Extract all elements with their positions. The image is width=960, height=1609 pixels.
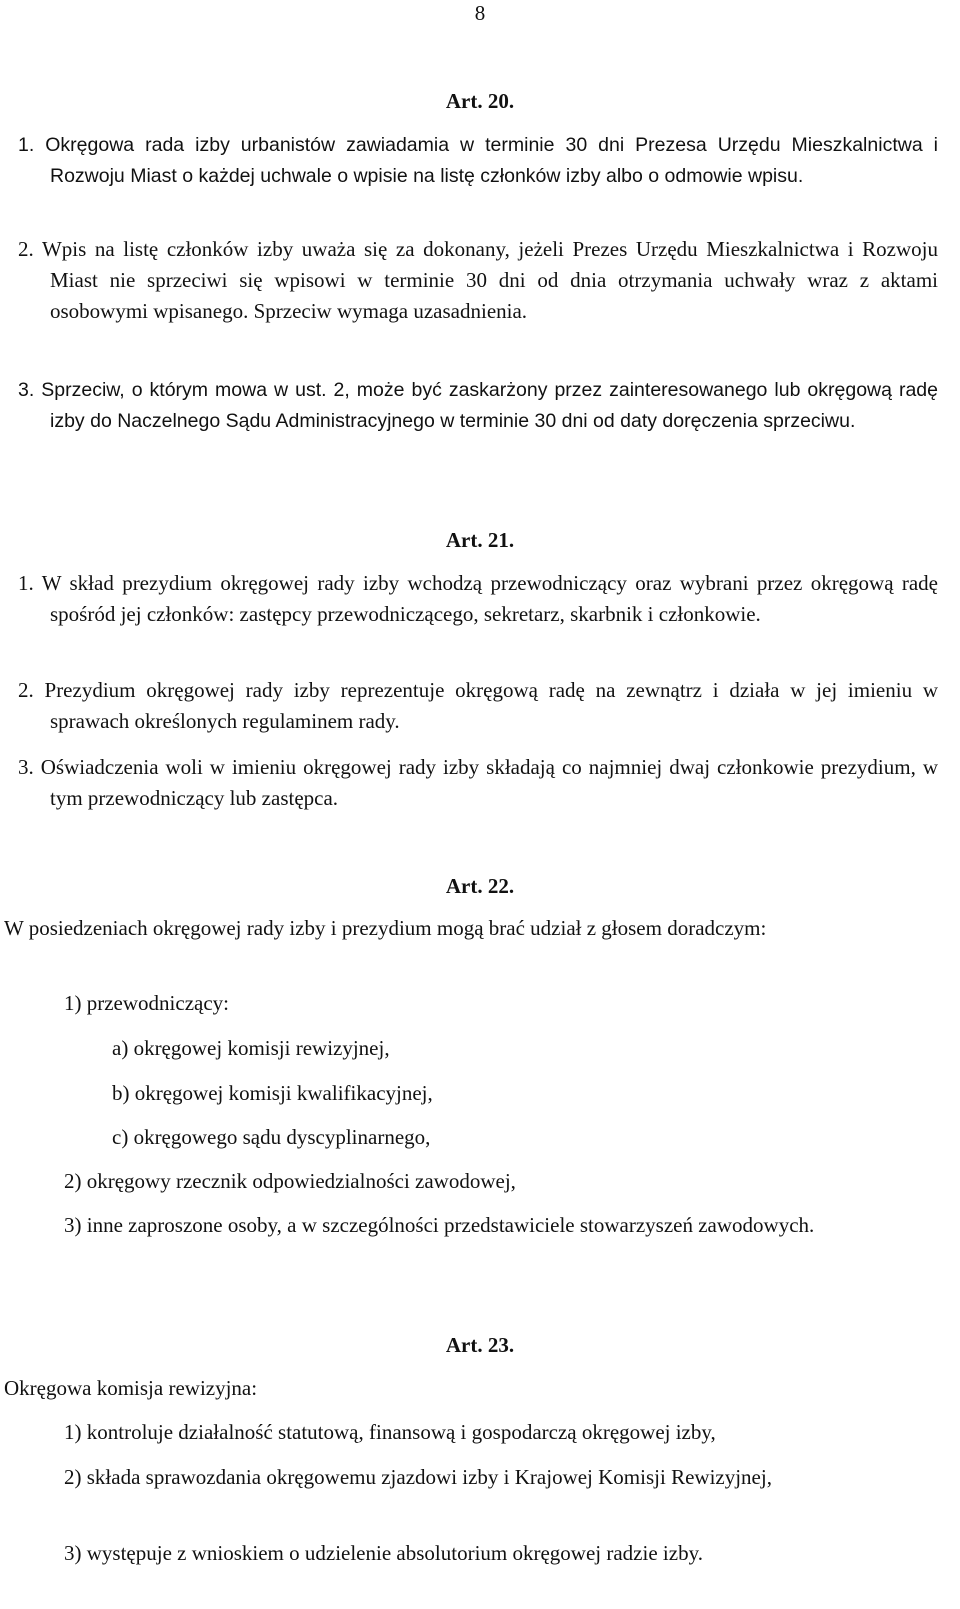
art-22-heading: Art. 22.	[445, 874, 515, 898]
art-20-paragraph-2: 2. Wpis na listę członków izby uważa się za dokonany, jeżeli Prezes Urzędu Mieszkalnictwa i Rozwoju Miast nie sprzeciwi się wpisowi w terminie 30 dni od dnia otrzymania uchwały wraz z aktami osobowymi wpisanego. Sprzeciw wymaga uzasadnienia.	[18, 237, 938, 323]
art-22-intro: W posiedzeniach okręgowej rady izby i prezydium mogą brać udział z głosem doradczym:	[4, 916, 767, 940]
art-21-paragraph-1: 1. W skład prezydium okręgowej rady izby wchodzą przewodniczący oraz wybrani przez okręgową radę spośród jej członków: zastępcy przewodniczącego, sekretarz, skarbnik i członkowie.	[18, 571, 938, 626]
art-22-item-3: 3) inne zaproszone osoby, a w szczególności przedstawiciele stowarzyszeń zawodowych.	[64, 1213, 815, 1237]
art-22-item-1a: a) okręgowej komisji rewizyjnej,	[112, 1036, 390, 1060]
art-22-item-1c: c) okręgowego sądu dyscyplinarnego,	[112, 1125, 431, 1149]
art-20-paragraph-3: 3. Sprzeciw, o którym mowa w ust. 2, może być zaskarżony przez zainteresowanego lub okręgową radę izby do Naczelnego Sądu Administracyjnego w terminie 30 dni od daty doręczenia sprzeciwu.	[18, 379, 938, 432]
art-22-item-1: 1) przewodniczący:	[64, 991, 229, 1015]
art-23-item-2: 2) składa sprawozdania okręgowemu zjazdowi izby i Krajowej Komisji Rewizyjnej,	[64, 1465, 772, 1489]
art-20-heading: Art. 20.	[445, 89, 515, 113]
page-number: 8	[474, 1, 486, 25]
art-21-paragraph-3: 3. Oświadczenia woli w imieniu okręgowej rady izby składają co najmniej dwaj członkowie prezydium, w tym przewodniczący lub zastępca.	[18, 755, 938, 810]
art-23-item-3: 3) występuje z wnioskiem o udzielenie absolutorium okręgowej radzie izby.	[64, 1541, 703, 1565]
art-23-heading: Art. 23.	[445, 1333, 515, 1357]
art-21-heading: Art. 21.	[445, 528, 515, 552]
art-23-item-1: 1) kontroluje działalność statutową, finansową i gospodarczą okręgowej izby,	[64, 1420, 716, 1444]
art-21-paragraph-2: 2. Prezydium okręgowej rady izby reprezentuje okręgową radę na zewnątrz i działa w jej imieniu w sprawach określonych regulaminem rady.	[18, 678, 938, 733]
art-22-item-1b: b) okręgowej komisji kwalifikacyjnej,	[112, 1081, 433, 1105]
art-20-paragraph-1: 1. Okręgowa rada izby urbanistów zawiadamia w terminie 30 dni Prezesa Urzędu Mieszkalnictwa i Rozwoju Miast o każdej uchwale o wpisie na listę członków izby albo o odmowie wpisu.	[18, 134, 938, 187]
art-22-item-2: 2) okręgowy rzecznik odpowiedzialności zawodowej,	[64, 1169, 516, 1193]
art-23-intro: Okręgowa komisja rewizyjna:	[4, 1376, 258, 1400]
